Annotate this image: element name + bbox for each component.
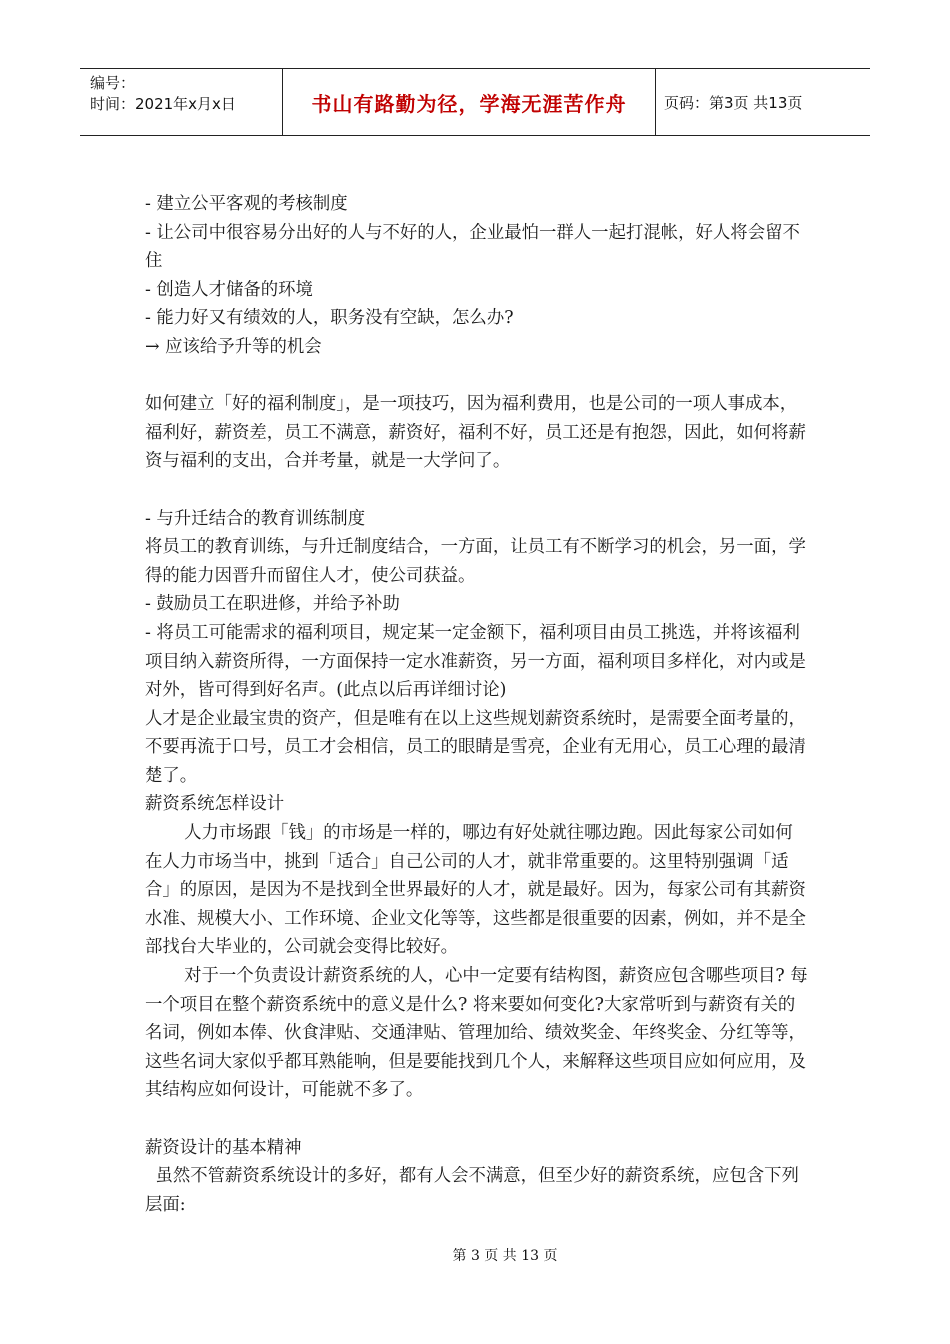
header-motto: 书山有路勤为径，学海无涯苦作舟 bbox=[282, 69, 656, 135]
bullet-line: - 鼓励员工在职进修，并给予补助 bbox=[145, 594, 400, 615]
body-paragraph: 对于一个负责设计薪资系统的人，心中一定要有结构图，薪资应包含哪些项目? 每一个项目在整个薪资系统中的意义是什么? 将来要如何变化?大家常听到与薪资有关的名词，例如本俸、伙食津贴、交通津贴、管理加给、绩效奖金、年终奖金、分红等等，这些名词大家似乎都耳熟能响，但是要能找到几个人，来解释这些项目应如何应用，及其结构应如何设计，可能就不多了。 bbox=[145, 966, 808, 1101]
section-heading: 薪资设计的基本精神 bbox=[145, 1137, 302, 1158]
page-header bbox=[80, 68, 870, 136]
blank-line bbox=[145, 476, 810, 505]
body-paragraph: 如何建立「好的福利制度」，是一项技巧，因为福利费用，也是公司的一项人事成本，福利好，薪资差，员工不满意，薪资好，福利不好，员工还是有抱怨，因此，如何将薪资与福利的支出，合并考量，就是一大学问了。 bbox=[145, 394, 806, 472]
bullet-line: - 创造人才储备的环境 bbox=[145, 279, 313, 300]
body-paragraph: 人才是企业最宝贵的资产，但是唯有在以上这些规划薪资系统时，是需要全面考量的，不要再流于口号，员工才会相信，员工的眼睛是雪亮，企业有无用心，员工心理的最清楚了。 bbox=[145, 708, 806, 786]
arrow-line: → 应该给予升等的机会 bbox=[145, 336, 322, 357]
body-paragraph: 虽然不管薪资系统设计的多好，都有人会不满意，但至少好的薪资系统，应包含下列层面: bbox=[145, 1166, 799, 1215]
document-date-label: 时间：2021年x月x日 bbox=[90, 95, 236, 113]
blank-line bbox=[145, 1105, 810, 1134]
bullet-line: - 让公司中很容易分出好的人与不好的人，企业最怕一群人一起打混帐，好人将会留不住 bbox=[145, 222, 800, 272]
document-number-label: 编号： bbox=[90, 74, 136, 92]
bullet-line: - 能力好又有绩效的人，职务没有空缺，怎么办? bbox=[145, 308, 514, 329]
section-heading: 薪资系统怎样设计 bbox=[145, 794, 285, 815]
body-paragraph: 人力市场跟「钱」的市场是一样的，哪边有好处就往哪边跑。因此每家公司如何在人力市场当中，挑到「适合」自己公司的人才，就非常重要的。这里特别强调「适合」的原因，是因为不是找到全世界最好的人才，就是最好。因为，每家公司有其薪资水准、规模大小、工作环境、企业文化等等，这些都是很重要的因素，例如，并不是全部找台大毕业的，公司就会变得比较好。 bbox=[145, 823, 806, 958]
blank-line bbox=[145, 362, 810, 391]
header-page-number: 页码：第3页 共13页 bbox=[664, 93, 803, 112]
page-footer: 第 3 页 共 13 页 bbox=[452, 1248, 558, 1264]
document-body bbox=[145, 190, 810, 1219]
bullet-line: - 建立公平客观的考核制度 bbox=[145, 194, 348, 214]
bullet-line: - 与升迁结合的教育训练制度 bbox=[145, 508, 366, 529]
body-paragraph: 将员工的教育训练，与升迁制度结合，一方面，让员工有不断学习的机会，另一面，学得的能力因晋升而留住人才，使公司获益。 bbox=[145, 537, 806, 586]
bullet-line: - 将员工可能需求的福利项目，规定某一定金额下，福利项目由员工挑选，并将该福利项目纳入薪资所得，一方面保持一定水准薪资，另一方面，福利项目多样化，对内或是对外，皆可得到好名声。(此点以后再详细讨论) bbox=[145, 622, 806, 701]
header-meta bbox=[80, 69, 282, 135]
